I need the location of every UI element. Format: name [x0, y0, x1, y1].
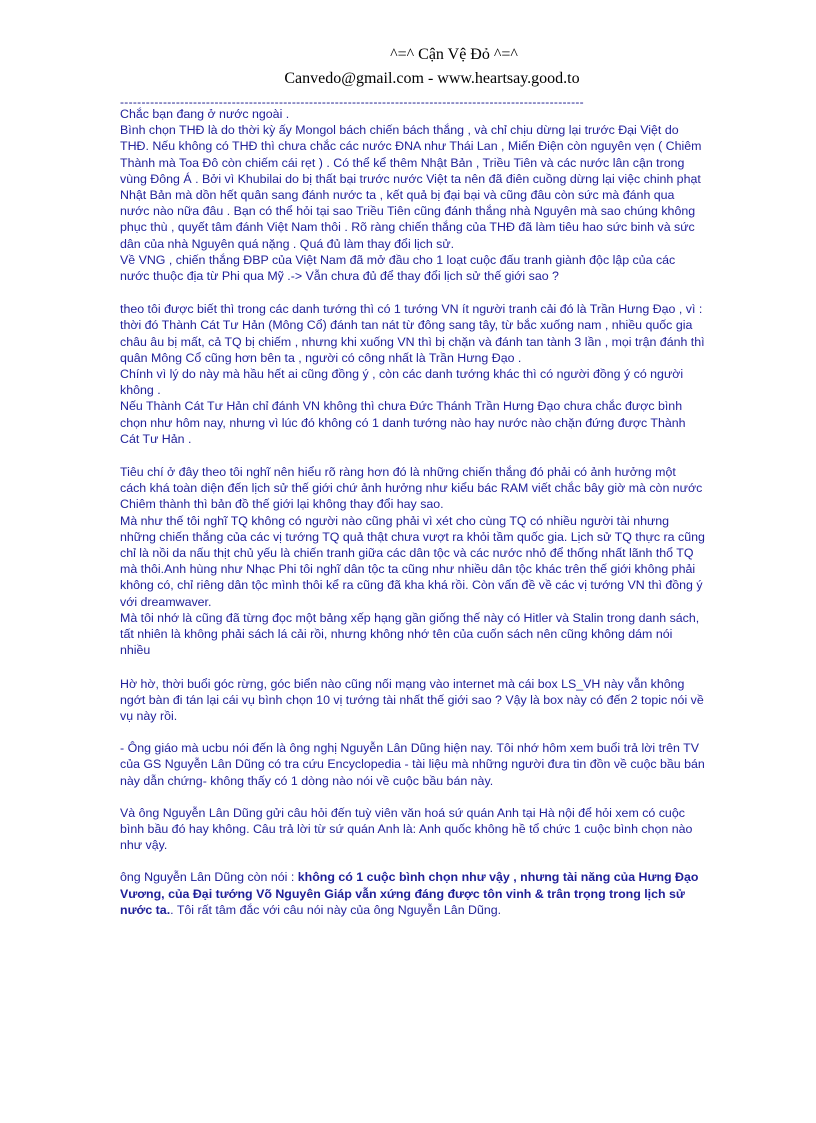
paragraph: Về VNG , chiến thắng ĐBP của Việt Nam đã mở đầu cho 1 loạt cuộc đấu tranh giành độc lập của các nước thuộc địa từ Phi qua Mỹ .-> Vẫn chưa đủ để thay đổi lịch sử thế giới sao ? — [120, 252, 676, 284]
paragraph: thời đó Thành Cát Tư Hản (Mông Cổ) đánh tan nát từ đông sang tây, từ bắc xuống nam , nhiều quốc gia châu âu bị mất, cả TQ bị chiếm , nhưng khi xuống VN thì bị chặn và đánh tan tành 3 lần , mọi trận đánh thì quân Mông Cổ cũng hơn bên ta , người có công nhất là Trần Hưng Đạo . — [120, 318, 705, 365]
paragraph: Chính vì lý do này mà hầu hết ai cũng đồng ý , còn các danh tướng khác thì có người đồng ý có người không . — [120, 367, 684, 398]
paragraph: Tiêu chí ở đây theo tôi nghĩ nên hiểu rõ ràng hơn đó là những chiến thắng đó phải có ảnh hưởng một cách khá toàn diện đến lịch sử thế giới chứ ảnh hưởng như kiểu bác RAM viết chắc bây giờ mà còn nước Chiêm thành thì bản đồ thế giới lại không thay đổi hay sao. — [120, 465, 703, 512]
paragraph: Hờ hờ, thời buổi góc rừng, góc biển nào cũng nối mạng vào internet mà cái box LS_VH này vẫn không ngớt bàn đi tán lại cái vụ bình chọn 10 vị tướng tài nhất thế giới sao ? Vậy là box này có đến 2 topic nói về vụ này rồi. — [120, 676, 704, 723]
paragraph: Mà như thế tôi nghĩ TQ không có người nào cũng phải vì xét cho cùng TQ có nhiều người tài nhưng những chiến thắng của các vị tướng TQ quả thật chưa vượt ra khỏi tầm quốc gia. Lịch sử TQ thực ra cũng chỉ là nồi da nấu thịt chủ yếu là chiến tranh giữa các dân tộc và các nước nhỏ để thống nhất lãnh thổ TQ mà thôi.Anh hùng như Nhạc Phi tôi nghĩ dân tộc ta cũng như nhiều dân tộc khác trên thế giới không phải không có, chỉ riêng dân tộc mình thôi kể ra cũng đã kha khá rồi. Còn vấn đề về các vị tướng VN thì đồng ý với dreamwaver. — [120, 513, 705, 609]
paragraph: Mà tôi nhớ là cũng đã từng đọc một bảng xếp hạng gần giống thế này có Hitler và Stalin trong danh sách, tất nhiên là không phải sách lá cải rồi, nhưng không nhớ tên của cuốn sách nên cũng không dám nói nhiều — [120, 610, 700, 658]
paragraph: Nếu Thành Cát Tư Hản chỉ đánh VN không thì chưa Đức Thánh Trần Hưng Đạo chưa chắc được bình chọn như hôm nay, nhưng vì lúc đó không có 1 danh tướng nào hay nước nào chặn đứng được Thành Cát Tư Hản . — [120, 399, 686, 446]
paragraph-quote — [120, 869, 705, 918]
quote-outro: . Tôi rất tâm đắc với câu nói này của ông Nguyễn Lân Dũng. — [170, 902, 502, 917]
paragraph: Chắc bạn đang ở nước ngoài . — [120, 107, 290, 121]
document-body — [120, 106, 705, 918]
contact-line: Canvedo@gmail.com - www.heartsay.good.to — [284, 70, 580, 87]
separator-line: ------------------------------------------------------------------------------------------------------------ — [120, 95, 584, 109]
paragraph: Và ông Nguyễn Lân Dũng gửi câu hỏi đến tuỳ viên văn hoá sứ quán Anh tại Hà nội để hỏi xem có cuộc bình bầu đó hay không. Câu trả lời từ sứ quán Anh là: Anh quốc không hề tổ chức 1 cuộc bình chọn nào như vậy. — [120, 805, 693, 853]
document-title: ^=^ Cận Vệ Đỏ ^=^ — [390, 46, 518, 63]
quote-bold: không có 1 cuộc bình chọn như vậy , nhưng tài năng của Hưng Đạo Vương, của Đại tướng Võ Nguyên Giáp vẫn xứng đáng được tôn vinh & trân trọng trong lịch sử nước ta. — [120, 870, 699, 917]
paragraph: - Ông giáo mà ucbu nói đến là ông nghị Nguyễn Lân Dũng hiện nay. Tôi nhớ hôm xem buổi trả lời trên TV của GS Nguyễn Lân Dũng có tra cứu Encyclopedia - tài liệu mà những người đưa tin đồn về cuộc bầu bán này dẫn chứng- không thấy có 1 dòng nào nói về cuộc bầu bán này. — [120, 741, 705, 788]
paragraph: Bình chọn THĐ là do thời kỳ ấy Mongol bách chiến bách thắng , và chỉ chịu dừng lại trước Đại Việt do THĐ. Nếu không có THĐ thì chưa chắc các nước ĐNA như Thái Lan , Miến Điện còn nguyên vẹn ( Chiêm Thành mà Toa Đô còn chiếm cái rẹt ) . Có thể kể thêm Nhật Bản , Triều Tiên và các nước lân cận trong vùng Đông Á . Bởi vì Khubilai do bị thất bại trước nước Việt ta nên đã điên cuồng dừng lại việc chinh phạt Nhật Bản mà dồn hết quân sang đánh nước ta , kết quả bị đại bại và cũng đâu còn sức mà đánh qua nước nào nữa đâu . Bạn có thể hỏi tại sao Triều Tiên cũng đánh thắng nhà Nguyên mà sao chúng không phục thù , quyết tâm đánh Việt Nam thôi . Rõ ràng chiến thắng của THĐ đã làm tiêu hao sức binh và sức dân của nhà Nguyên quá nặng . Quá đủ làm thay đổi lịch sử. — [120, 123, 702, 251]
paragraph: theo tôi được biết thì trong các danh tướng thì có 1 tướng VN ít người tranh cải đó là Trần Hưng Đạo , vì : — [120, 302, 703, 317]
quote-intro: ông Nguyễn Lân Dũng còn nói : — [120, 870, 298, 885]
